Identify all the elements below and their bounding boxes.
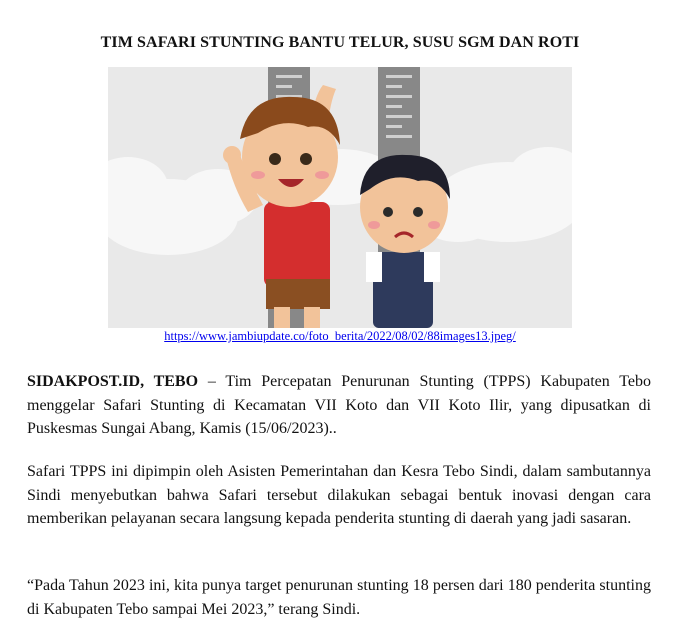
dateline: SIDAKPOST.ID, TEBO bbox=[27, 373, 199, 390]
article-title: TIM SAFARI STUNTING BANTU TELUR, SUSU SGM DAN ROTI bbox=[100, 34, 580, 51]
image-source-link[interactable]: https://www.jambiupdate.co/foto_berita/2022/08/02/88images13.jpeg/ bbox=[164, 329, 516, 343]
paragraph-2: Safari TPPS ini dipimpin oleh Asisten Pemerintahan dan Kesra Tebo Sindi, dalam sambutannya Sindi menyebutkan bahwa Safari tersebut dilakukan sebagai bentuk inovasi dengan cara memberikan pelayanan secara langsung kepada penderita stunting di daerah yang jadi sasaran. bbox=[27, 463, 651, 527]
paragraph-1 bbox=[27, 370, 651, 441]
paragraph-1-body: – Tim Percepatan Penurunan Stunting (TPPS) Kabupaten Tebo menggelar Safari Stunting di Kecamatan VII Koto dan VII Koto Ilir, yang dipusatkan di Puskesmas Sungai Abang, Kamis (15/06/2023).. bbox=[27, 373, 652, 437]
paragraph-3: “Pada Tahun 2023 ini, kita punya target penurunan stunting 18 persen dari 180 penderita stunting di Kabupaten Tebo sampai Mei 2023,” terang Sindi. bbox=[27, 577, 651, 618]
article-illustration bbox=[108, 67, 572, 328]
image-caption bbox=[0, 329, 680, 344]
